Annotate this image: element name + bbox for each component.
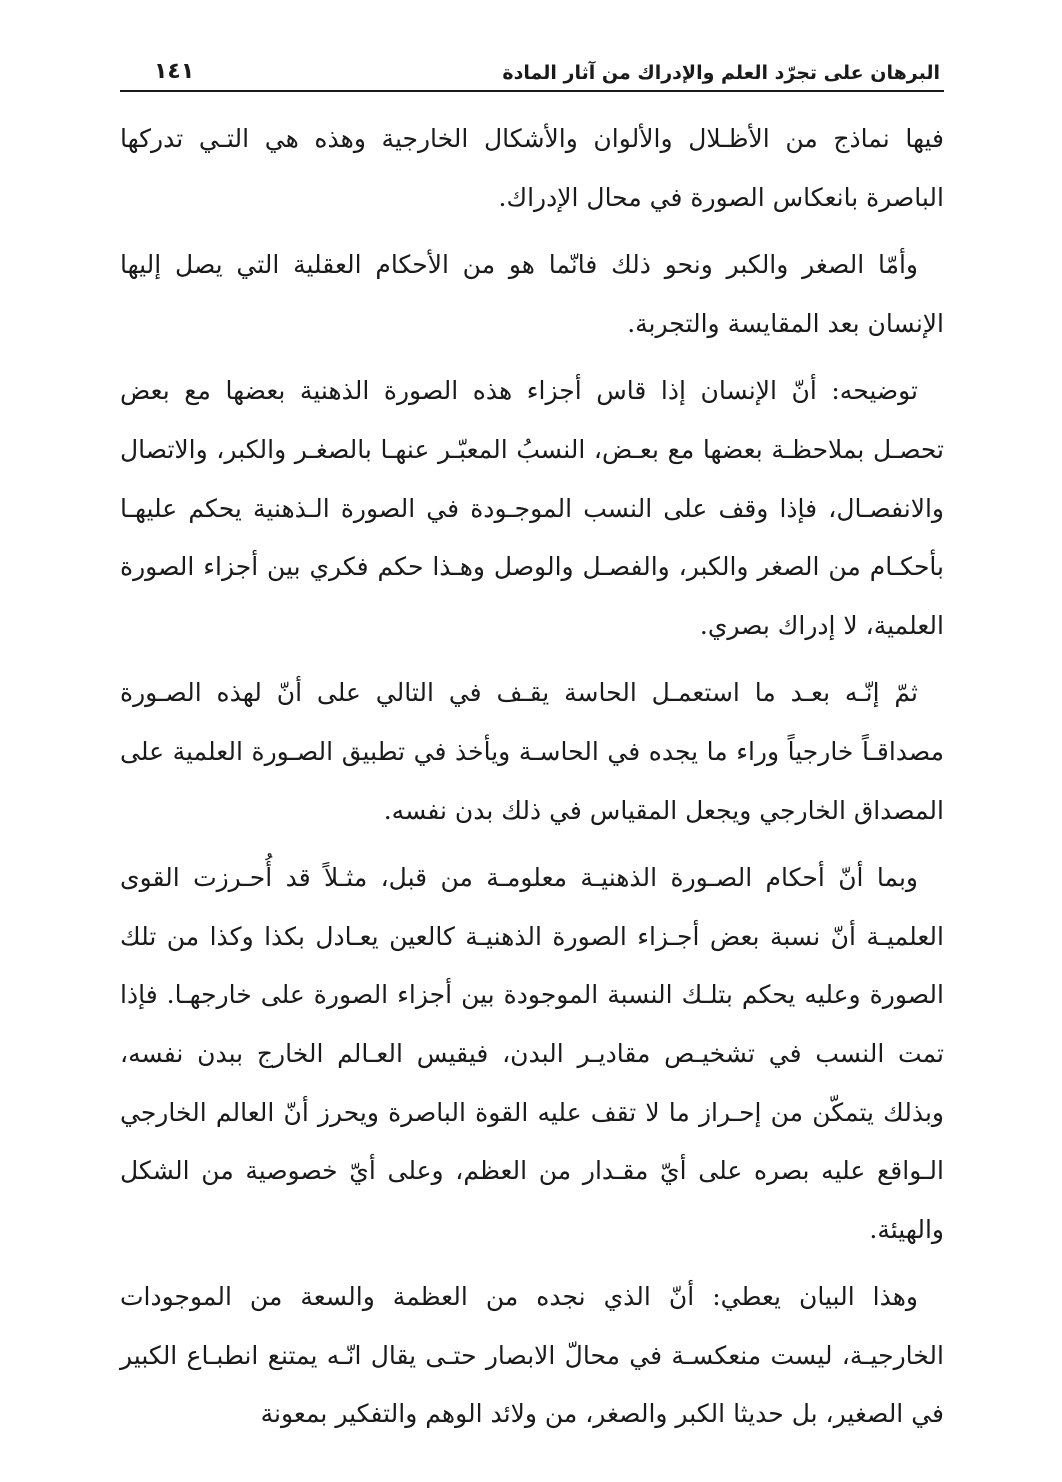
paragraph-1: فيها نماذج من الأظـلال والألوان والأشكال الخارجية وهذه هي التـي تدركها الباصرة بانعكاس الصورة في محال الإدراك. — [120, 124, 944, 212]
paragraph-5: وبما أنّ أحكام الصـورة الذهنيـة معلومـة من قبل، مثـلاً قد أُحـرزت القوى العلميـة أنّ نسبة بعض أجـزاء الصورة الذهنيـة كالعين يعـادل بكذا وكذا من تلك الصورة وعليه يحكم بتلـك النسبة الموجودة بين أجزاء الصورة على خارجهـا. فإذا تمت النسب في تشخيـص مقاديـر البدن، فيقيس العـالم الخارج ببدن نفسه، وبذلك يتمكّن من إحـراز ما لا تقف عليه القوة الباصرة ويحرز أنّ العالم الخارجي الـواقع عليه بصره على أيّ مقـدار من العظم، وعلى أيّ خصوصية من الشكل والهيئة. — [120, 863, 944, 1244]
book-page — [120, 40, 944, 1453]
paragraph-6: وهذا البيان يعطي: أنّ الذي نجده من العظمة والسعة من الموجودات الخارجيـة، ليست منعكسـة في محالّ الابصار حتـى يقال انّـه يمتنع انطبـاع الكبير في الصغير، بل حديثا الكبر والصغر، من ولائد الوهم والتفكير بمعونة — [120, 1282, 944, 1429]
paragraph-3: توضيحه: أنّ الإنسان إذا قاس أجزاء هذه الصورة الذهنية بعضها مع بعض تحصـل بملاحظـة بعضها مع بعـض، النسبُ المعبّـر عنهـا بالصغـر والكبر، والاتصال والانفصـال، فإذا وقف على النسب الموجـودة في الصورة الـذهنية يحكم عليهـا بأحكـام من الصغر والكبر، والفصـل والوصل وهـذا حكم فكري بين أجزاء الصورة العلمية، لا إدراك بصري. — [120, 376, 944, 640]
page-number: ١٤١ — [154, 59, 195, 84]
running-title: البرهان على تجرّد العلم والإدراك من آثار المادة — [502, 62, 940, 84]
paragraph-2: وأمّا الصغر والكبر ونحو ذلك فانّما هو من الأحكام العقلية التي يصل إليها الإنسان بعد المقايسة والتجربة. — [120, 250, 944, 338]
paragraph-4: ثمّ إنّـه بعـد ما استعمـل الحاسة يقـف في التالي على أنّ لهذه الصـورة مصداقـاً خارجياً وراء ما يجده في الحاسـة ويأخذ في تطبيق الصـورة العلمية على المصداق الخارجي ويجعل المقياس في ذلك بدن نفسه. — [120, 678, 944, 825]
running-header — [120, 40, 944, 92]
body-text — [120, 110, 944, 1444]
